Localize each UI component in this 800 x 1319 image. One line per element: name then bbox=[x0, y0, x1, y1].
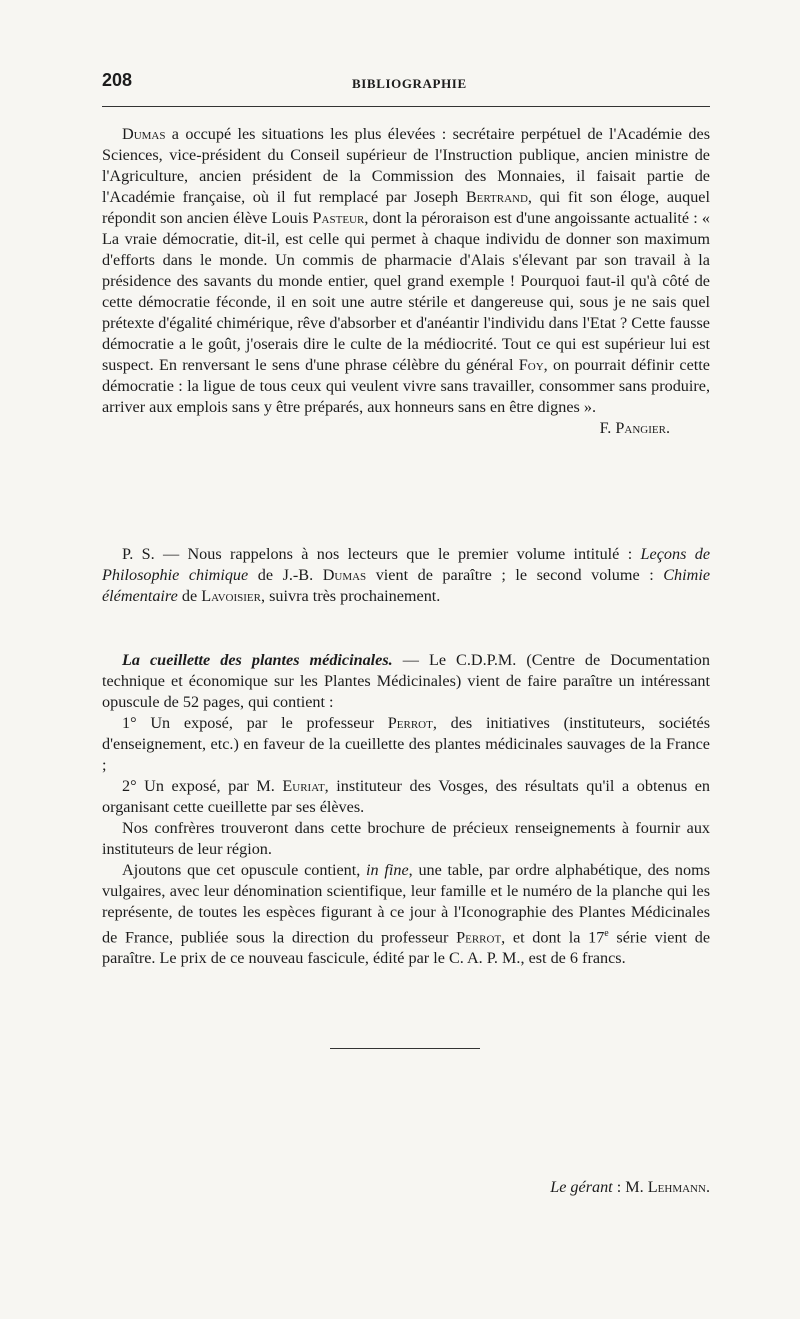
ps-text-2: de J.-B. bbox=[248, 566, 323, 584]
item1-text-a: 1° Un exposé, par le professeur bbox=[122, 714, 388, 732]
name-perrot: Perrot bbox=[387, 714, 433, 732]
para4-text-b: , une table, par ordre alphabétique, des noms vulgaires, avec leur dénomination scientifique, leur famille et le numéro de la planche qui les représente, de toutes les espèces figurant à ce jour à l'Iconographie des Plantes Médicinales de France, publiée sous la direction du professeur bbox=[102, 861, 710, 947]
page-number: 208 bbox=[102, 70, 133, 90]
item1-text-b: , des initiatives (instituteurs, sociétés d'enseignement, etc.) en faveur de la cueillette des plantes médicinales sauvages de la France ; bbox=[102, 714, 711, 774]
gerant-sep: : M. bbox=[612, 1178, 648, 1196]
ps-text-4: de bbox=[177, 587, 202, 605]
name-perrot-2: Perrot bbox=[456, 928, 502, 947]
name-bertrand: Bertrand bbox=[465, 188, 528, 206]
dumas-text-1: a occupé les situations les plus élevées : secrétaire perpétuel de l'Académie des Sciences, vice-président du Conseil supérieur de l'Instruction publique, ancien ministre de l'Agriculture, ancien président de la Commission des Monnaies, il faisait partie de l'Académie française, où il fut remplacé par Joseph bbox=[102, 125, 710, 206]
running-title: BIBLIOGRAPHIE bbox=[352, 76, 467, 91]
signature-name: Pangier. bbox=[615, 419, 670, 437]
book-title-lecons: Leçons de Philosophie chimique bbox=[102, 545, 710, 584]
name-dumas-2: Dumas bbox=[322, 566, 367, 584]
ps-paragraph bbox=[102, 544, 710, 607]
name-lavoisier: Lavoisier bbox=[201, 587, 261, 605]
gerant-line bbox=[550, 1178, 710, 1197]
in-fine-italic: in fine bbox=[366, 861, 409, 879]
cueillette-section bbox=[102, 650, 710, 969]
ps-text-1: — Nous rappelons à nos lecteurs que le premier volume intitulé : bbox=[154, 545, 641, 563]
cueillette-intro bbox=[102, 650, 710, 713]
ps-text-3: vient de paraître ; le second volume : bbox=[366, 566, 664, 584]
header-rule bbox=[102, 106, 710, 107]
section-title: La cueillette des plantes médicinales. bbox=[122, 651, 393, 669]
ps-lead: P. S. bbox=[122, 545, 155, 563]
signature bbox=[102, 418, 710, 439]
dumas-text-2: , qui fit son éloge, auquel répondit son ancien élève Louis bbox=[102, 188, 710, 227]
para4-text-d: série vient de paraître. Le prix de ce nouveau fascicule, édité par le C. A. P. M., est de 6 francs. bbox=[102, 928, 711, 968]
list-item-2 bbox=[102, 776, 710, 818]
cueillette-paragraph-4 bbox=[102, 860, 710, 969]
name-euriat: Euriat bbox=[282, 777, 325, 795]
item2-text-a: 2° Un exposé, par M. bbox=[122, 777, 283, 795]
ps-text-5: , suivra très prochainement. bbox=[261, 587, 441, 605]
name-pasteur: Pasteur bbox=[312, 209, 365, 227]
dumas-paragraph bbox=[102, 124, 710, 418]
signature-initial: F. bbox=[599, 419, 616, 437]
dumas-text-4: , on pourrait définir cette démocratie : la ligue de tous ceux qui veulent vivre sans travailler, consommer sans produire, arriver aux emplois sans y être préparés, aux honneurs sans en être dignes ». bbox=[102, 356, 710, 416]
ps-paragraph-block bbox=[102, 544, 710, 607]
list-item-1 bbox=[102, 713, 710, 776]
dumas-paragraph-block bbox=[102, 124, 710, 439]
cueillette-paragraph-3: Nos confrères trouveront dans cette brochure de précieux renseignements à fournir aux instituteurs de leur région. bbox=[102, 819, 710, 858]
section-divider bbox=[330, 1048, 480, 1049]
book-title-chimie: Chimie élémentaire bbox=[102, 566, 711, 605]
name-foy: Foy bbox=[518, 356, 544, 374]
dumas-text-3: , dont la péroraison est d'une angoissante actualité : « La vraie démocratie, dit-il, est celle qui permet à chaque individu de donner son maximum d'efforts dans le monde. Un commis de pharmacie d'Alais s'élevant par son travail à la présidence des savants du monde entier, quel grand exemple ! Pourquoi faut-il qu'à côté de cette démocratie féconde, il en soit une autre stérile et dangereuse qui, sous je ne sais quel prétexte d'égalité chimérique, rêve d'absorber et d'anéantir l'individu dans l'Etat ? Cette fausse démocratie a le goût, j'oserais dire le culte de la médiocrité. Tout ce qui est supérieur lui est suspect. En renversant le sens d'une phrase célèbre du général bbox=[102, 209, 710, 374]
cueillette-intro-text: — Le C.D.P.M. (Centre de Documentation technique et économique sur les Plantes Médicinales) vient de faire paraître un intéressant opuscule de 52 pages, qui contient : bbox=[102, 651, 710, 711]
para4-text-c: , et dont la 17 bbox=[501, 928, 605, 947]
item2-text-b: , instituteur des Vosges, des résultats qu'il a obtenus en organisant cette cueillette par ses élèves. bbox=[102, 777, 710, 816]
gerant-name: Lehmann. bbox=[647, 1178, 710, 1196]
para4-text-a: Ajoutons que cet opuscule contient, bbox=[122, 861, 367, 879]
gerant-label: Le gérant bbox=[550, 1178, 613, 1196]
superscript-e: e bbox=[604, 928, 609, 939]
name-dumas: Dumas bbox=[122, 125, 166, 143]
